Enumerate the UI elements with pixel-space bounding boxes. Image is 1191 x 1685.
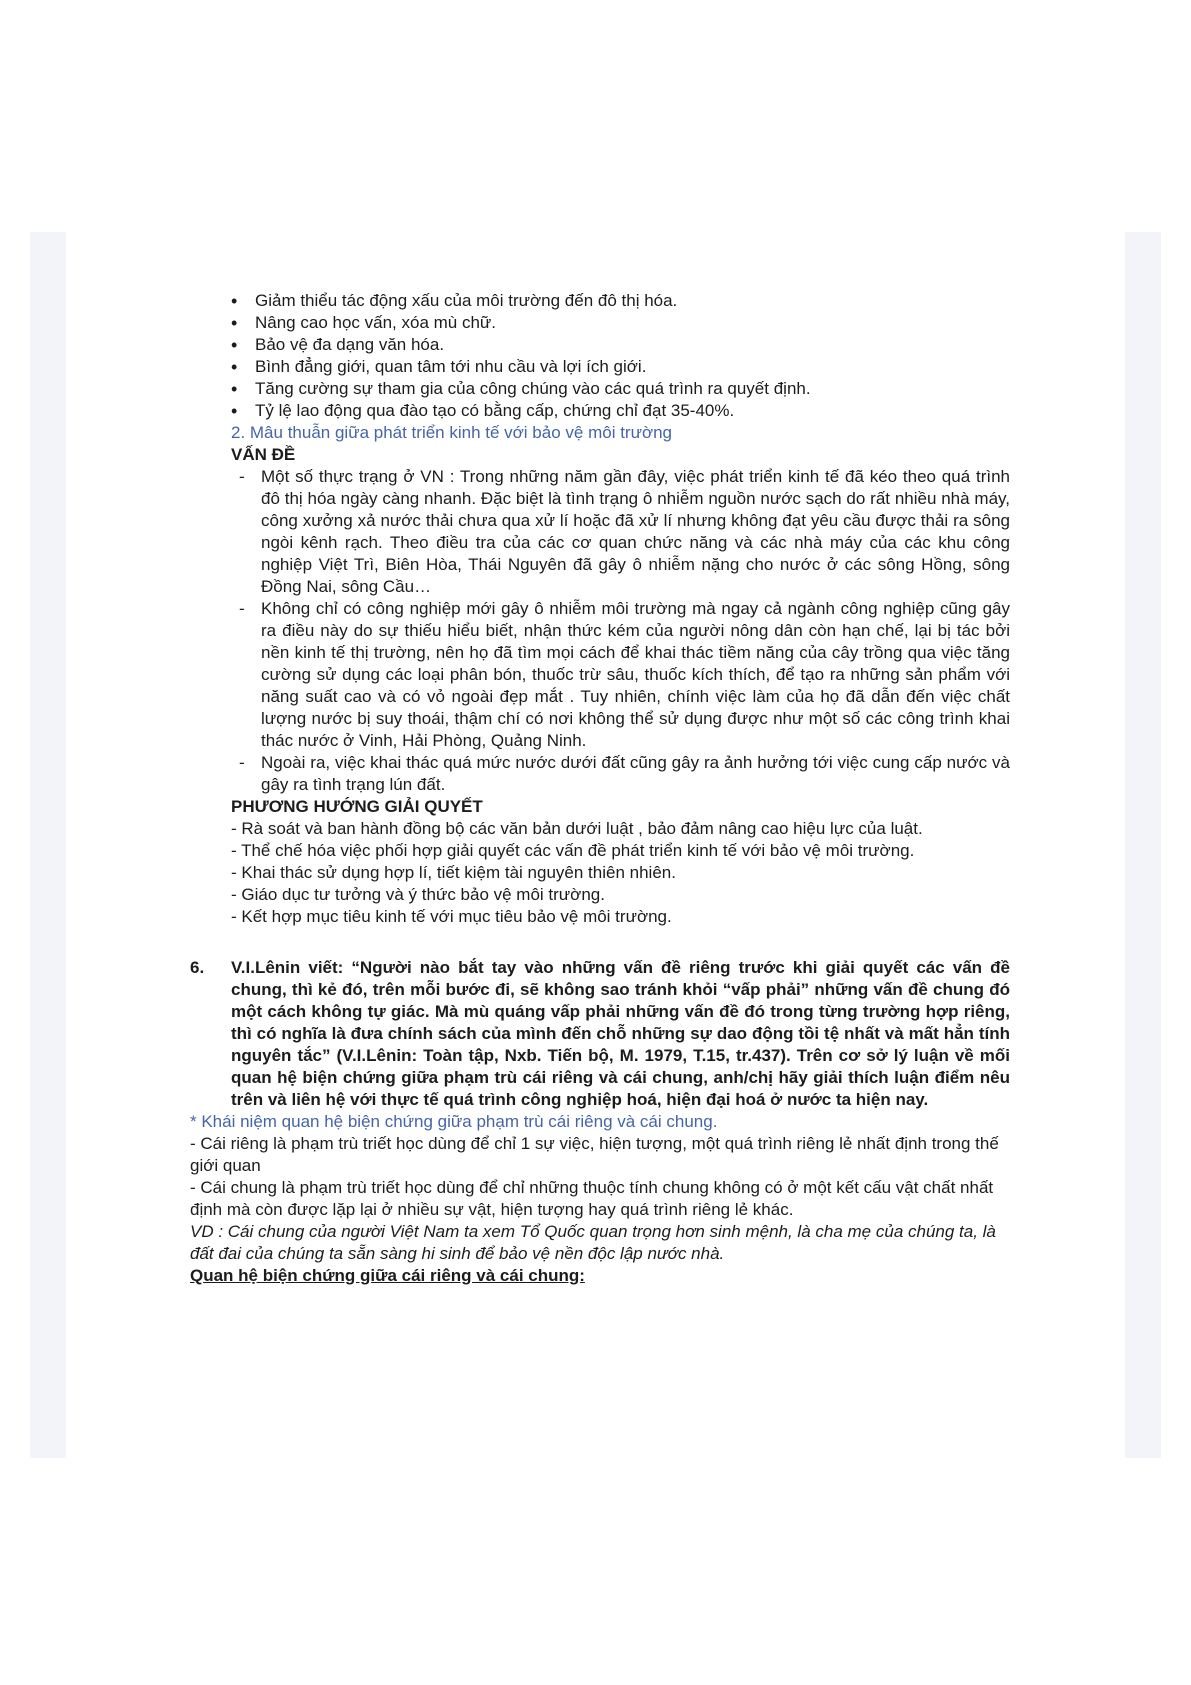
list-item: - Ngoài ra, việc khai thác quá mức nước dưới đất cũng gây ra ảnh hưởng tới việc cung cấp nước và gây ra tình trạng lún đất. (231, 752, 1010, 796)
list-item: • Tỷ lệ lao động qua đào tạo có bằng cấp, chứng chỉ đạt 35-40%. (231, 400, 1010, 422)
page-margin-right (1125, 232, 1161, 1458)
solution-item: - Rà soát và ban hành đồng bộ các văn bản dưới luật , bảo đảm nâng cao hiệu lực của luật. (231, 819, 923, 838)
list-item: • Bảo vệ đa dạng văn hóa. (231, 334, 1010, 356)
list-item: • Bình đẳng giới, quan tâm tới nhu cầu và lợi ích giới. (231, 356, 1010, 378)
section-title: 2. Mâu thuẫn giữa phát triển kinh tế với bảo vệ môi trường (231, 423, 673, 442)
problem-heading: VẤN ĐỀ (231, 445, 296, 464)
list-item: - Không chỉ có công nghiệp mới gây ô nhiễm môi trường mà ngay cả ngành công nghiệp cũng gây ra điều này do sự thiếu hiểu biết, nhận thức kém của người nông dân còn hạn chế, lại bị tác bởi nền kinh tế thị trường, nên họ đã tìm mọi cách để khai thác tiềm năng của cây trồng qua việc tăng cường sử dụng các loại phân bón, thuốc trừ sâu, thuốc kích thích, để tạo ra những sản phẩm với năng suất cao và có vỏ ngoài đẹp mắt . Tuy nhiên, chính việc làm của họ đã dẫn đến việc chất lượng nước bị suy thoái, thậm chí có nơi không thể sử dụng được như một số các công trình khai thác nước ở Vinh, Hải Phòng, Quảng Ninh. (231, 598, 1010, 752)
bullet-list (231, 290, 1010, 422)
solution-heading: PHƯƠNG HƯỚNG GIẢI QUYẾT (231, 797, 483, 816)
concept-item: - Cái chung là phạm trù triết học dùng để chỉ những thuộc tính chung không có ở một kết cấu vật chất nhất định mà còn được lặp lại ở nhiều sự vật, hiện tượng hay quá trình riêng lẻ khác. (190, 1178, 994, 1219)
solution-item: - Kết hợp mục tiêu kinh tế với mục tiêu bảo vệ môi trường. (231, 907, 672, 926)
page-margin-left (30, 232, 66, 1458)
relation-heading: Quan hệ biện chứng giữa cái riêng và cái chung: (190, 1266, 585, 1285)
question-number: 6. (190, 958, 205, 977)
list-item: • Nâng cao học vấn, xóa mù chữ. (231, 312, 1010, 334)
example-text: VD : Cái chung của người Việt Nam ta xem Tổ Quốc quan trọng hơn sinh mệnh, là cha mẹ của chúng ta, là đất đai của chúng ta sẵn sàng hi sinh để bảo vệ nền độc lập nước nhà. (190, 1222, 996, 1263)
question-6 (190, 957, 1010, 1111)
concept-title: * Khái niệm quan hệ biện chứng giữa phạm trù cái riêng và cái chung. (190, 1112, 718, 1131)
document-page (190, 290, 1010, 1287)
list-item: - Một số thực trạng ở VN : Trong những năm gần đây, việc phát triển kinh tế đã kéo theo quá trình đô thị hóa ngày càng nhanh. Đặc biệt là tình trạng ô nhiễm nguồn nước sạch do rất nhiều nhà máy, công xưởng xả nước thải chưa qua xử lí hoặc đã xử lí nhưng không đạt yêu cầu được thải ra sông ngòi kênh rạch. Theo điều tra của các cơ quan chức năng và các nhà máy của các khu công nghiệp Việt Trì, Biên Hòa, Thái Nguyên đã gây ô nhiễm nặng cho nước ở các sông Hồng, sông Đồng Nai, sông Cầu… (231, 466, 1010, 598)
question-text: V.I.Lênin viết: “Người nào bắt tay vào những vấn đề riêng trước khi giải quyết các vấn đề chung, thì kẻ đó, trên mỗi bước đi, sẽ không sao tránh khỏi “vấp phải” những vấn đề chung đó một cách không tự giác. Mà mù quáng vấp phải những vấn đề đó trong từng trường hợp riêng, thì có nghĩa là đưa chính sách của mình đến chỗ những sự dao động tồi tệ nhất và mất hẳn tính nguyên tắc” (V.I.Lênin: Toàn tập, Nxb. Tiến bộ, M. 1979, T.15, tr.437). Trên cơ sở lý luận về mối quan hệ biện chứng giữa phạm trù cái riêng và cái chung, anh/chị hãy giải thích luận điểm nêu trên và liên hệ với thực tế quá trình công nghiệp hoá, hiện đại hoá ở nước ta hiện nay. (231, 958, 1010, 1109)
problem-list (231, 466, 1010, 796)
list-item: • Giảm thiểu tác động xấu của môi trường đến đô thị hóa. (231, 290, 1010, 312)
solution-item: - Khai thác sử dụng hợp lí, tiết kiệm tài nguyên thiên nhiên. (231, 863, 676, 882)
solution-item: - Giáo dục tư tưởng và ý thức bảo vệ môi trường. (231, 885, 605, 904)
concept-item: - Cái riêng là phạm trù triết học dùng để chỉ 1 sự việc, hiện tượng, một quá trình riêng lẻ nhất định trong thế giới quan (190, 1134, 999, 1175)
solution-item: - Thể chế hóa việc phối hợp giải quyết các vấn đề phát triển kinh tế với bảo vệ môi trường. (231, 841, 915, 860)
list-item: • Tăng cường sự tham gia của công chúng vào các quá trình ra quyết định. (231, 378, 1010, 400)
